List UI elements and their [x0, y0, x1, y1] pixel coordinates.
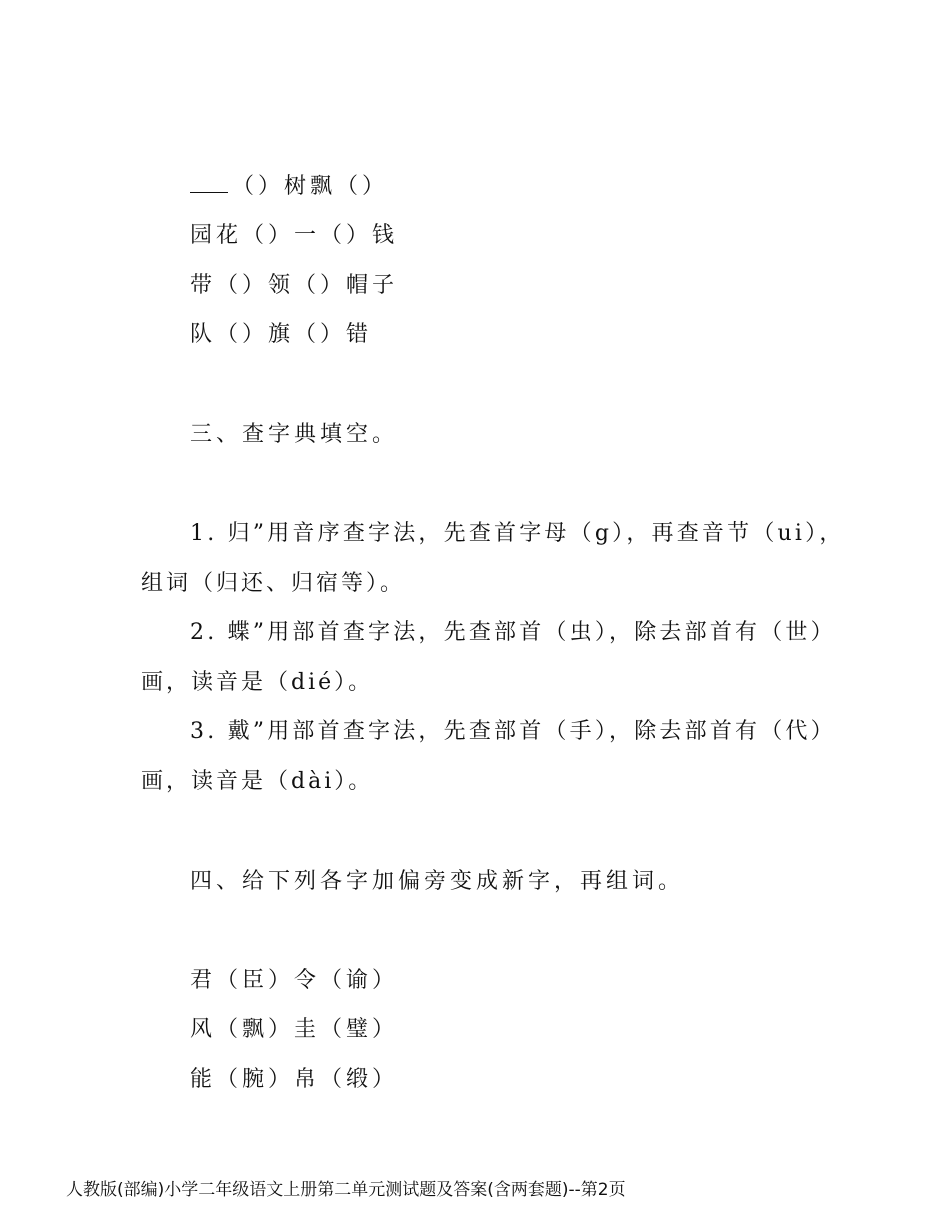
section3-heading: 三、查字典填空。 [190, 422, 399, 447]
q1-line2: 组词（归还、归宿等）。 [141, 571, 406, 596]
fill-row-1 [190, 172, 388, 202]
q3-line1: 3. 戴”用部首查字法，先查部首（手），除去部首有（代） [190, 719, 836, 744]
q2-line2: 画，读音是（dié）。 [141, 670, 374, 695]
fill-row-4: 队（）旗（）错 [190, 322, 373, 347]
section4-row-3: 能（腕）帛（缎） [190, 1067, 399, 1092]
blank-line [190, 172, 228, 193]
page-footer: 人教版(部编)小学二年级语文上册第二单元测试题及答案(含两套题)--第2页 [66, 1180, 626, 1200]
fill-row-3: 带（）领（）帽子 [190, 273, 399, 298]
section4-heading: 四、给下列各字加偏旁变成新字，再组词。 [190, 869, 685, 894]
q3-line2: 画，读音是（dài）。 [141, 769, 374, 794]
q2-line1: 2. 蝶”用部首查字法，先查部首（虫），除去部首有（世） [190, 620, 836, 645]
q1-line1: 1. 归”用音序查字法，先查首字母（g），再查音节（ui）， [190, 521, 845, 546]
fill-row-1-text: （）树飘（） [232, 174, 389, 199]
section4-row-2: 风（飘）圭（璧） [190, 1017, 399, 1042]
fill-row-2: 园花（）一（）钱 [190, 223, 399, 248]
section4-row-1: 君（臣）令（谕） [190, 968, 399, 993]
